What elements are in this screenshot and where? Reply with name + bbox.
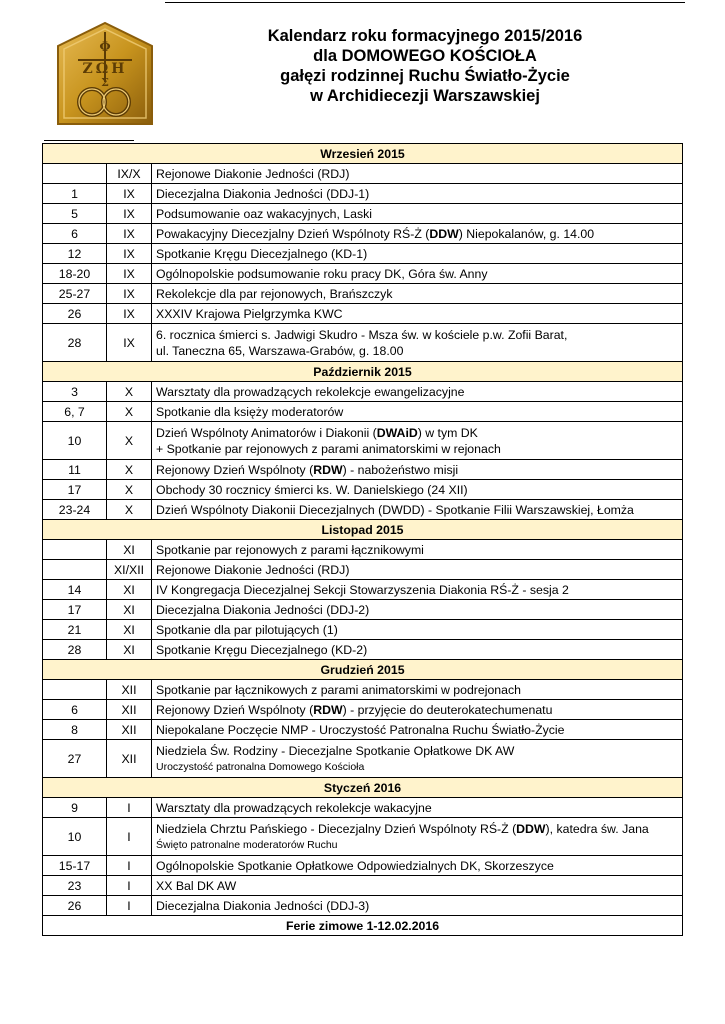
event-row	[43, 402, 683, 422]
event-row	[43, 224, 683, 244]
event-text: Niepokalane Poczęcie NMP - Uroczystość Patronalna Ruchu Światło-Życie	[156, 722, 565, 737]
event-description	[152, 184, 683, 204]
event-day: 18-20	[43, 264, 107, 284]
event-text: Ogólnopolskie Spotkanie Opłatkowe Odpowiedzialnych DK, Skorzeszyce	[156, 858, 554, 873]
event-row	[43, 540, 683, 560]
event-row	[43, 284, 683, 304]
month-header-row	[43, 520, 683, 540]
event-text: XX Bal DK AW	[156, 878, 237, 893]
winter-break-note: Ferie zimowe 1-12.02.2016	[43, 916, 683, 936]
event-description	[152, 460, 683, 480]
event-month: XI/XII	[107, 560, 152, 580]
event-text-pre: Powakacyjny Diecezjalny Dzień Wspólnoty RŚ-Ż (	[156, 226, 430, 241]
event-description	[152, 740, 683, 778]
event-day: 9	[43, 798, 107, 818]
event-month: IX	[107, 264, 152, 284]
event-text-line	[156, 286, 678, 302]
event-text: Diecezjalna Diakonia Jedności (DDJ-2)	[156, 602, 370, 617]
event-month: XII	[107, 700, 152, 720]
event-text-line	[156, 186, 678, 202]
event-description	[152, 640, 683, 660]
event-description	[152, 720, 683, 740]
event-text-line	[156, 166, 678, 182]
event-text-line	[156, 702, 678, 718]
event-month: XI	[107, 540, 152, 560]
event-text-pre: Dzień Wspólnoty Animatorów i Diakonii (	[156, 425, 377, 440]
event-day: 8	[43, 720, 107, 740]
month-header: Październik 2015	[43, 362, 683, 382]
event-description	[152, 580, 683, 600]
event-month: X	[107, 480, 152, 500]
event-month: IX	[107, 304, 152, 324]
event-text: Ogólnopolskie podsumowanie roku pracy DK, Góra św. Anny	[156, 266, 488, 281]
event-text: Spotkanie par rejonowych z parami łącznikowymi	[156, 542, 424, 557]
event-description	[152, 540, 683, 560]
event-month: IX	[107, 184, 152, 204]
event-day: 10	[43, 422, 107, 460]
event-month: XII	[107, 680, 152, 700]
event-row	[43, 680, 683, 700]
event-text: Warsztaty dla prowadzących rekolekcje ewangelizacyjne	[156, 384, 465, 399]
event-description	[152, 284, 683, 304]
event-row	[43, 324, 683, 362]
event-description	[152, 620, 683, 640]
event-day: 10	[43, 818, 107, 856]
month-header-row	[43, 362, 683, 382]
event-text-line	[156, 482, 678, 498]
event-text-post: ) - przyjęcie do deuterokatechumenatu	[342, 702, 553, 717]
event-text-line	[156, 562, 678, 578]
event-text-line	[156, 502, 678, 518]
event-row	[43, 876, 683, 896]
event-row	[43, 740, 683, 778]
event-description	[152, 224, 683, 244]
event-text-line	[156, 306, 678, 322]
event-abbrev: DDW	[429, 226, 459, 241]
event-text: Niedziela Św. Rodziny - Diecezjalne Spotkanie Opłatkowe DK AW	[156, 743, 515, 758]
event-day: 17	[43, 480, 107, 500]
event-row	[43, 856, 683, 876]
event-row	[43, 818, 683, 856]
event-description	[152, 856, 683, 876]
event-month: XI	[107, 600, 152, 620]
svg-text:Σ: Σ	[101, 76, 109, 89]
event-text: Obchody 30 rocznicy śmierci ks. W. Danielskiego (24 XII)	[156, 482, 468, 497]
event-month: I	[107, 896, 152, 916]
event-text-line	[156, 582, 678, 598]
event-day: 23	[43, 876, 107, 896]
event-text: XXXIV Krajowa Pielgrzymka KWC	[156, 306, 343, 321]
top-rule	[165, 2, 685, 3]
event-day: 28	[43, 324, 107, 362]
event-description	[152, 818, 683, 856]
event-text-pre: Niedziela Chrztu Pańskiego - Diecezjalny Dzień Wspólnoty RŚ-Ż (	[156, 821, 517, 836]
event-text: 6. rocznica śmierci s. Jadwigi Skudro - Msza św. w kościele p.w. Zofii Barat,	[156, 327, 568, 342]
event-month: XII	[107, 740, 152, 778]
event-day: 6	[43, 700, 107, 720]
event-row	[43, 422, 683, 460]
event-description	[152, 560, 683, 580]
event-text-line-2: ul. Taneczna 65, Warszawa-Grabów, g. 18.00	[156, 343, 404, 358]
event-description	[152, 798, 683, 818]
svg-text:Φ: Φ	[99, 40, 111, 55]
event-abbrev: RDW	[313, 462, 343, 477]
event-day: 21	[43, 620, 107, 640]
event-text-line	[156, 425, 678, 441]
event-month: I	[107, 818, 152, 856]
event-text: Podsumowanie oaz wakacyjnych, Laski	[156, 206, 372, 221]
event-text-line	[156, 821, 678, 837]
event-description	[152, 876, 683, 896]
event-text-line	[156, 206, 678, 222]
event-row	[43, 600, 683, 620]
event-day: 26	[43, 896, 107, 916]
event-text-line	[156, 602, 678, 618]
month-header: Wrzesień 2015	[43, 144, 683, 164]
event-month: X	[107, 500, 152, 520]
event-month: IX	[107, 224, 152, 244]
event-description	[152, 896, 683, 916]
event-text-line	[156, 226, 678, 242]
event-text-line	[156, 542, 678, 558]
event-day: 25-27	[43, 284, 107, 304]
event-text: Dzień Wspólnoty Diakonii Diecezjalnych (DWDD) - Spotkanie Filii Warszawskiej, Łomża	[156, 502, 634, 517]
event-text-line	[156, 622, 678, 638]
event-row	[43, 720, 683, 740]
event-day: 28	[43, 640, 107, 660]
event-day: 17	[43, 600, 107, 620]
event-text: Diecezjalna Diakonia Jedności (DDJ-3)	[156, 898, 370, 913]
event-month: I	[107, 876, 152, 896]
event-text: Rejonowe Diakonie Jedności (RDJ)	[156, 562, 350, 577]
event-description	[152, 700, 683, 720]
event-text-line	[156, 800, 678, 816]
event-abbrev: DDW	[516, 821, 546, 836]
zoe-emblem-logo-icon	[52, 20, 158, 130]
event-day: 15-17	[43, 856, 107, 876]
event-text: Spotkanie Kręgu Diecezjalnego (KD-1)	[156, 246, 368, 261]
event-row	[43, 620, 683, 640]
event-description	[152, 422, 683, 460]
event-month: XI	[107, 640, 152, 660]
event-day: 12	[43, 244, 107, 264]
event-text: IV Kongregacja Diecezjalnej Sekcji Stowarzyszenia Diakonia RŚ-Ż - sesja 2	[156, 582, 569, 597]
title-line-2: dla DOMOWEGO KOŚCIOŁA	[313, 47, 537, 65]
month-header: Grudzień 2015	[43, 660, 683, 680]
event-month: X	[107, 382, 152, 402]
calendar-table	[42, 143, 683, 936]
event-text-post: ), katedra św. Jana	[545, 821, 649, 836]
event-row	[43, 640, 683, 660]
event-description	[152, 402, 683, 422]
event-day: 3	[43, 382, 107, 402]
event-row	[43, 480, 683, 500]
event-text-line	[156, 642, 678, 658]
event-day: 6, 7	[43, 402, 107, 422]
event-row	[43, 204, 683, 224]
event-day	[43, 540, 107, 560]
event-text-line	[156, 682, 678, 698]
month-header-row	[43, 144, 683, 164]
svg-text:ΖΩΗ: ΖΩΗ	[82, 61, 128, 77]
event-day: 23-24	[43, 500, 107, 520]
event-row	[43, 264, 683, 284]
event-month: I	[107, 798, 152, 818]
event-day: 11	[43, 460, 107, 480]
event-description	[152, 382, 683, 402]
event-text: Rekolekcje dla par rejonowych, Brańszczyk	[156, 286, 393, 301]
event-text-line	[156, 878, 678, 894]
event-note: Uroczystość patronalna Domowego Kościoła	[156, 760, 365, 773]
month-header: Listopad 2015	[43, 520, 683, 540]
event-description	[152, 244, 683, 264]
month-header-row	[43, 778, 683, 798]
event-month: IX	[107, 284, 152, 304]
event-day: 26	[43, 304, 107, 324]
event-description	[152, 500, 683, 520]
event-row	[43, 896, 683, 916]
event-month: X	[107, 402, 152, 422]
event-text-pre: Rejonowy Dzień Wspólnoty (	[156, 462, 314, 477]
event-text-line	[156, 722, 678, 738]
event-description	[152, 480, 683, 500]
event-row	[43, 244, 683, 264]
event-text: Warsztaty dla prowadzących rekolekcje wakacyjne	[156, 800, 432, 815]
event-description	[152, 680, 683, 700]
event-row	[43, 382, 683, 402]
event-month: X	[107, 422, 152, 460]
event-text: Spotkanie dla par pilotujących (1)	[156, 622, 338, 637]
event-text-post: ) Niepokalanów, g. 14.00	[458, 226, 595, 241]
event-row	[43, 580, 683, 600]
event-text: Spotkanie par łącznikowych z parami animatorskimi w podrejonach	[156, 682, 521, 697]
event-month: IX	[107, 244, 152, 264]
event-row	[43, 184, 683, 204]
event-text: Spotkanie Kręgu Diecezjalnego (KD-2)	[156, 642, 368, 657]
event-row	[43, 304, 683, 324]
event-text-line	[156, 246, 678, 262]
event-text-line	[156, 462, 678, 478]
event-month: XI	[107, 620, 152, 640]
event-text-line	[156, 743, 678, 759]
event-day	[43, 164, 107, 184]
event-month: X	[107, 460, 152, 480]
event-description	[152, 324, 683, 362]
event-month: IX	[107, 324, 152, 362]
event-description	[152, 304, 683, 324]
title-line-1: Kalendarz roku formacyjnego 2015/2016	[267, 27, 583, 45]
event-month: IX	[107, 204, 152, 224]
event-day: 5	[43, 204, 107, 224]
event-text-line	[156, 858, 678, 874]
month-header-row	[43, 660, 683, 680]
event-row	[43, 700, 683, 720]
event-row	[43, 460, 683, 480]
event-text: Spotkanie dla księży moderatorów	[156, 404, 344, 419]
event-description	[152, 164, 683, 184]
event-text-line	[156, 898, 678, 914]
event-row	[43, 164, 683, 184]
event-text-line	[156, 384, 678, 400]
event-text-pre: Rejonowy Dzień Wspólnoty (	[156, 702, 314, 717]
event-month: XII	[107, 720, 152, 740]
event-text-post: ) w tym DK	[417, 425, 478, 440]
event-text-line	[156, 404, 678, 420]
title-line-3: gałęzi rodzinnej Ruchu Światło-Życie	[280, 67, 570, 85]
page-title	[205, 26, 645, 106]
event-text-line	[156, 327, 678, 343]
event-text: Diecezjalna Diakonia Jedności (DDJ-1)	[156, 186, 370, 201]
event-row	[43, 798, 683, 818]
event-note: Święto patronalne moderatorów Ruchu	[156, 838, 338, 851]
event-text: Rejonowe Diakonie Jedności (RDJ)	[156, 166, 350, 181]
event-row	[43, 500, 683, 520]
event-row	[43, 560, 683, 580]
event-day: 1	[43, 184, 107, 204]
event-day	[43, 680, 107, 700]
event-description	[152, 600, 683, 620]
event-text-line	[156, 266, 678, 282]
header-rule	[44, 140, 134, 141]
event-description	[152, 264, 683, 284]
event-text-line-2: + Spotkanie par rejonowych z parami animatorskimi w rejonach	[156, 441, 501, 456]
event-month: XI	[107, 580, 152, 600]
footer-row	[43, 916, 683, 936]
event-text-post: ) - nabożeństwo misji	[342, 462, 459, 477]
month-header: Styczeń 2016	[43, 778, 683, 798]
event-abbrev: DWAiD	[376, 425, 418, 440]
event-day: 14	[43, 580, 107, 600]
event-description	[152, 204, 683, 224]
event-day: 27	[43, 740, 107, 778]
title-line-4: w Archidiecezji Warszawskiej	[310, 87, 540, 105]
event-abbrev: RDW	[313, 702, 343, 717]
event-day	[43, 560, 107, 580]
event-month: I	[107, 856, 152, 876]
event-month: IX/X	[107, 164, 152, 184]
event-day: 6	[43, 224, 107, 244]
